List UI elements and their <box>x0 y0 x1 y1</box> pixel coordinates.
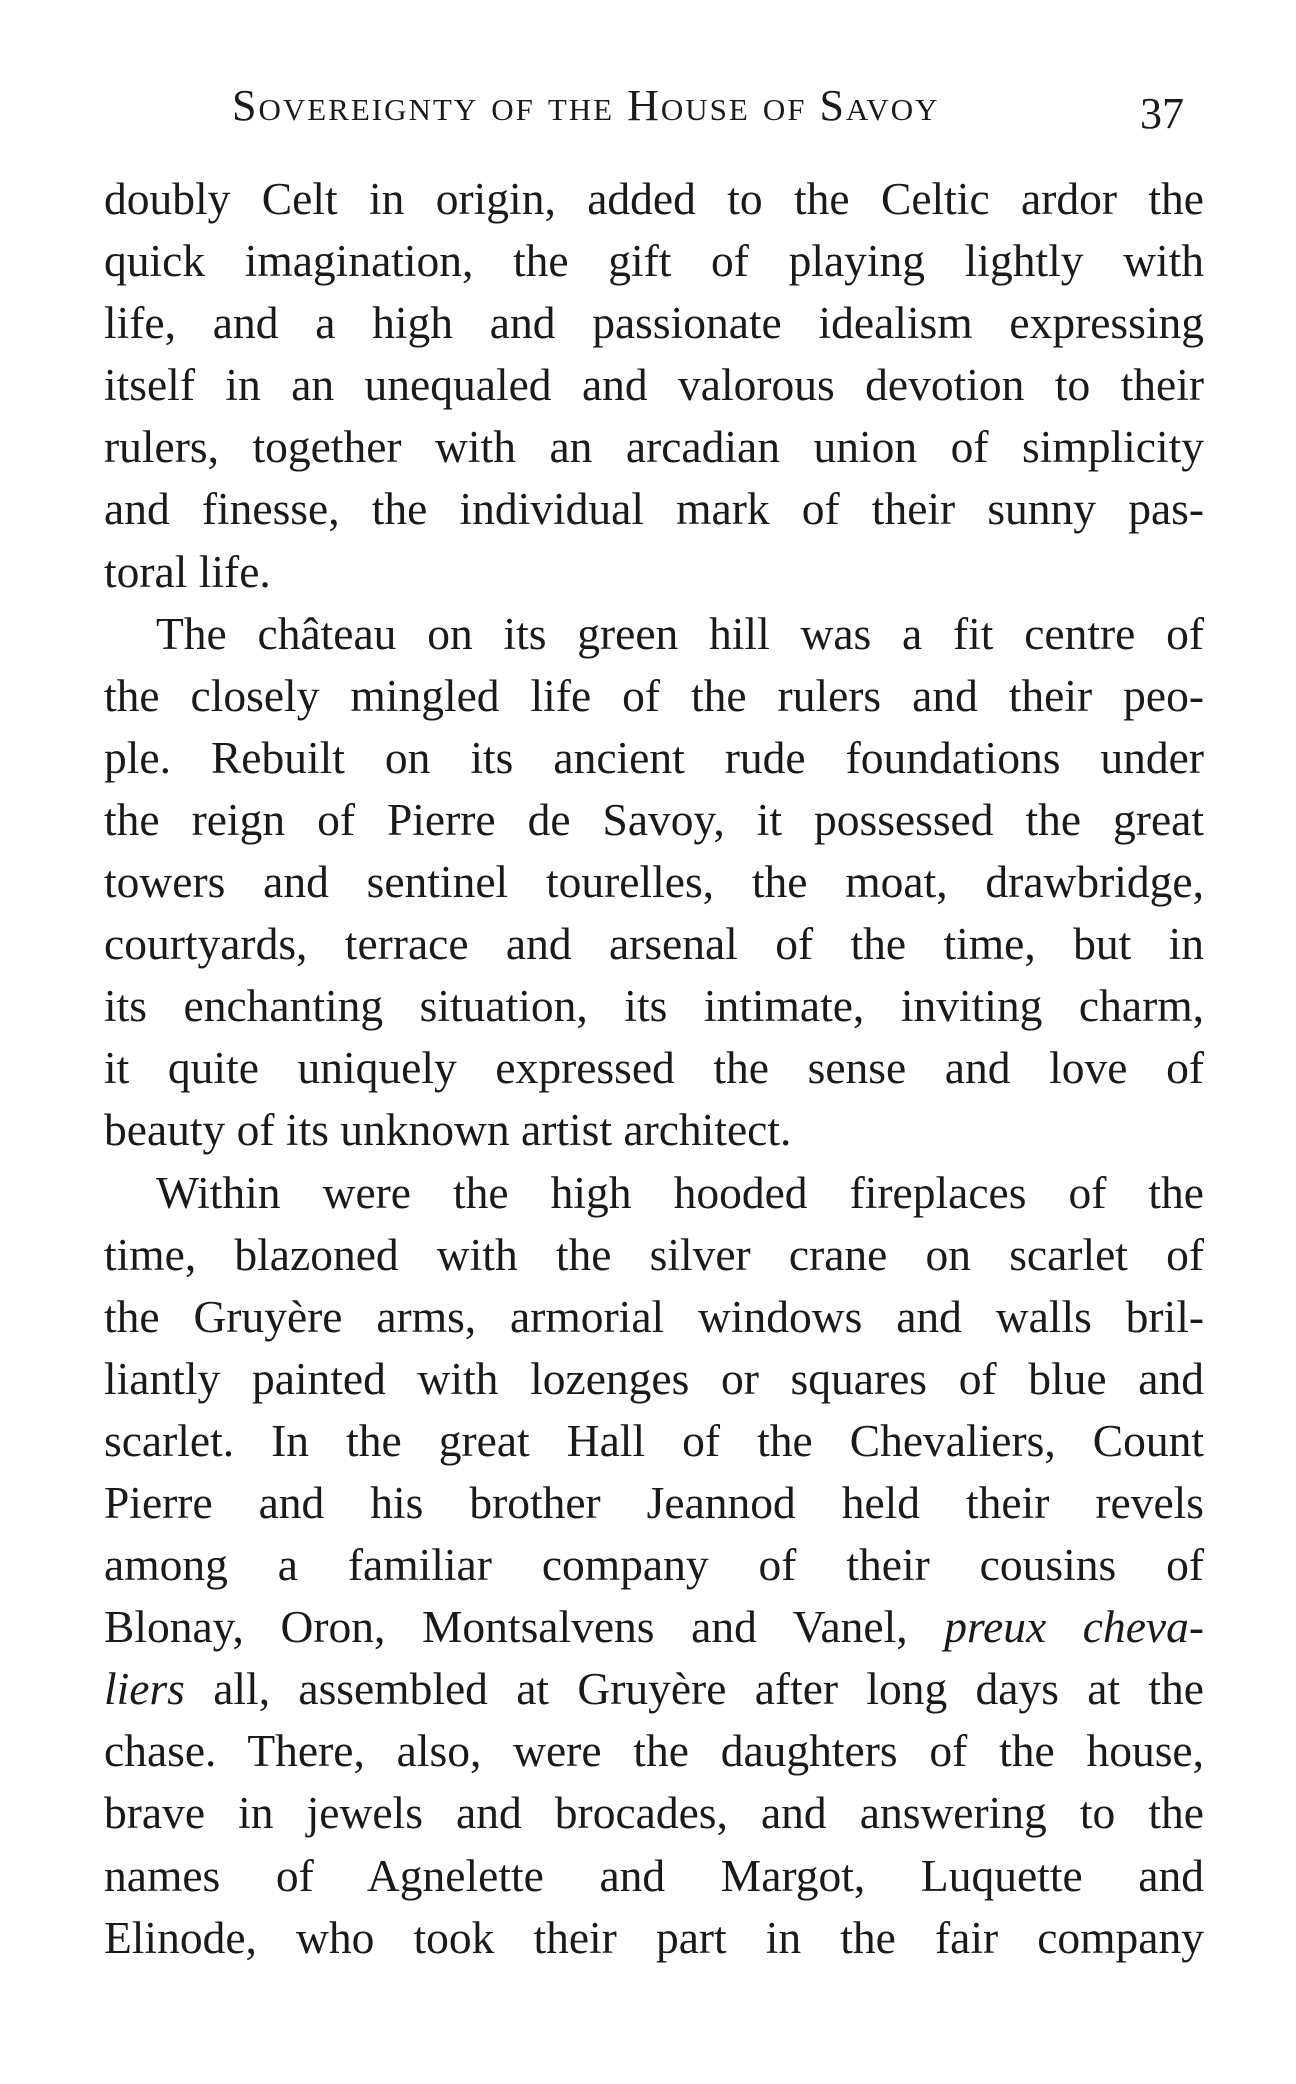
text-line: toral life. <box>104 545 271 597</box>
text-line: time, blazoned with the silver crane on scarlet of <box>104 1228 1204 1280</box>
text-line: ple. Rebuilt on its ancient rude foundations under <box>104 731 1204 783</box>
text-line: the reign of Pierre de Savoy, it possessed the great <box>104 793 1204 845</box>
italic-phrase: liers <box>104 1663 185 1715</box>
paragraph-3 <box>104 1162 1204 1969</box>
text-line: its enchanting situation, its intimate, inviting charm, <box>104 980 1204 1032</box>
text-line-with-italic <box>104 1596 1204 1658</box>
paragraph-1 <box>104 168 1204 603</box>
text-line: liantly painted with lozenges or squares of blue and <box>104 1352 1204 1404</box>
text-line: the closely mingled life of the rulers and their peo- <box>104 669 1204 721</box>
text-line: rulers, together with an arcadian union of simplicity <box>104 421 1204 473</box>
text-line: beauty of its unknown artist architect. <box>104 1104 792 1156</box>
page-number: 37 <box>1140 89 1184 138</box>
text-line: it quite uniquely expressed the sense and love of <box>104 1042 1204 1094</box>
text-line: quick imagination, the gift of playing lightly with <box>104 235 1204 287</box>
text-line: names of Agnelette and Margot, Luquette and <box>104 1849 1204 1901</box>
text-line-with-italic <box>104 1658 1204 1720</box>
text-line: doubly Celt in origin, added to the Celtic ardor the <box>104 173 1204 224</box>
text-line: Within were the high hooded fireplaces of the <box>156 1166 1204 1218</box>
text-line: itself in an unequaled and valorous devotion to their <box>104 359 1204 411</box>
text-line: The château on its green hill was a fit centre of <box>156 607 1204 659</box>
text-line: brave in jewels and brocades, and answering to the <box>104 1787 1204 1839</box>
running-title: Sovereignty of the House of Savoy <box>232 81 940 130</box>
text-line: chase. There, also, were the daughters of the house, <box>104 1725 1204 1777</box>
body-text <box>104 168 1204 1969</box>
text-line: scarlet. In the great Hall of the Chevaliers, Count <box>104 1414 1204 1466</box>
text-line: among a familiar company of their cousins of <box>104 1539 1204 1591</box>
text-line: Elinode, who took their part in the fair company <box>104 1911 1204 1963</box>
text-line: towers and sentinel tourelles, the moat, drawbridge, <box>104 856 1204 908</box>
text-run: Blonay, Oron, Montsalvens and Vanel, <box>104 1601 908 1653</box>
text-line: courtyards, terrace and arsenal of the time, but in <box>104 918 1204 970</box>
italic-phrase: preux cheva- <box>944 1601 1204 1653</box>
text-line: Pierre and his brother Jeannod held their revels <box>104 1476 1204 1528</box>
paragraph-2 <box>104 603 1204 1162</box>
text-line: life, and a high and passionate idealism expressing <box>104 297 1204 349</box>
text-run: all, assembled at Gruyère after long days at the <box>184 1663 1204 1715</box>
text-line: the Gruyère arms, armorial windows and walls bril- <box>104 1290 1204 1342</box>
text-line: and finesse, the individual mark of their sunny pas- <box>104 483 1204 535</box>
